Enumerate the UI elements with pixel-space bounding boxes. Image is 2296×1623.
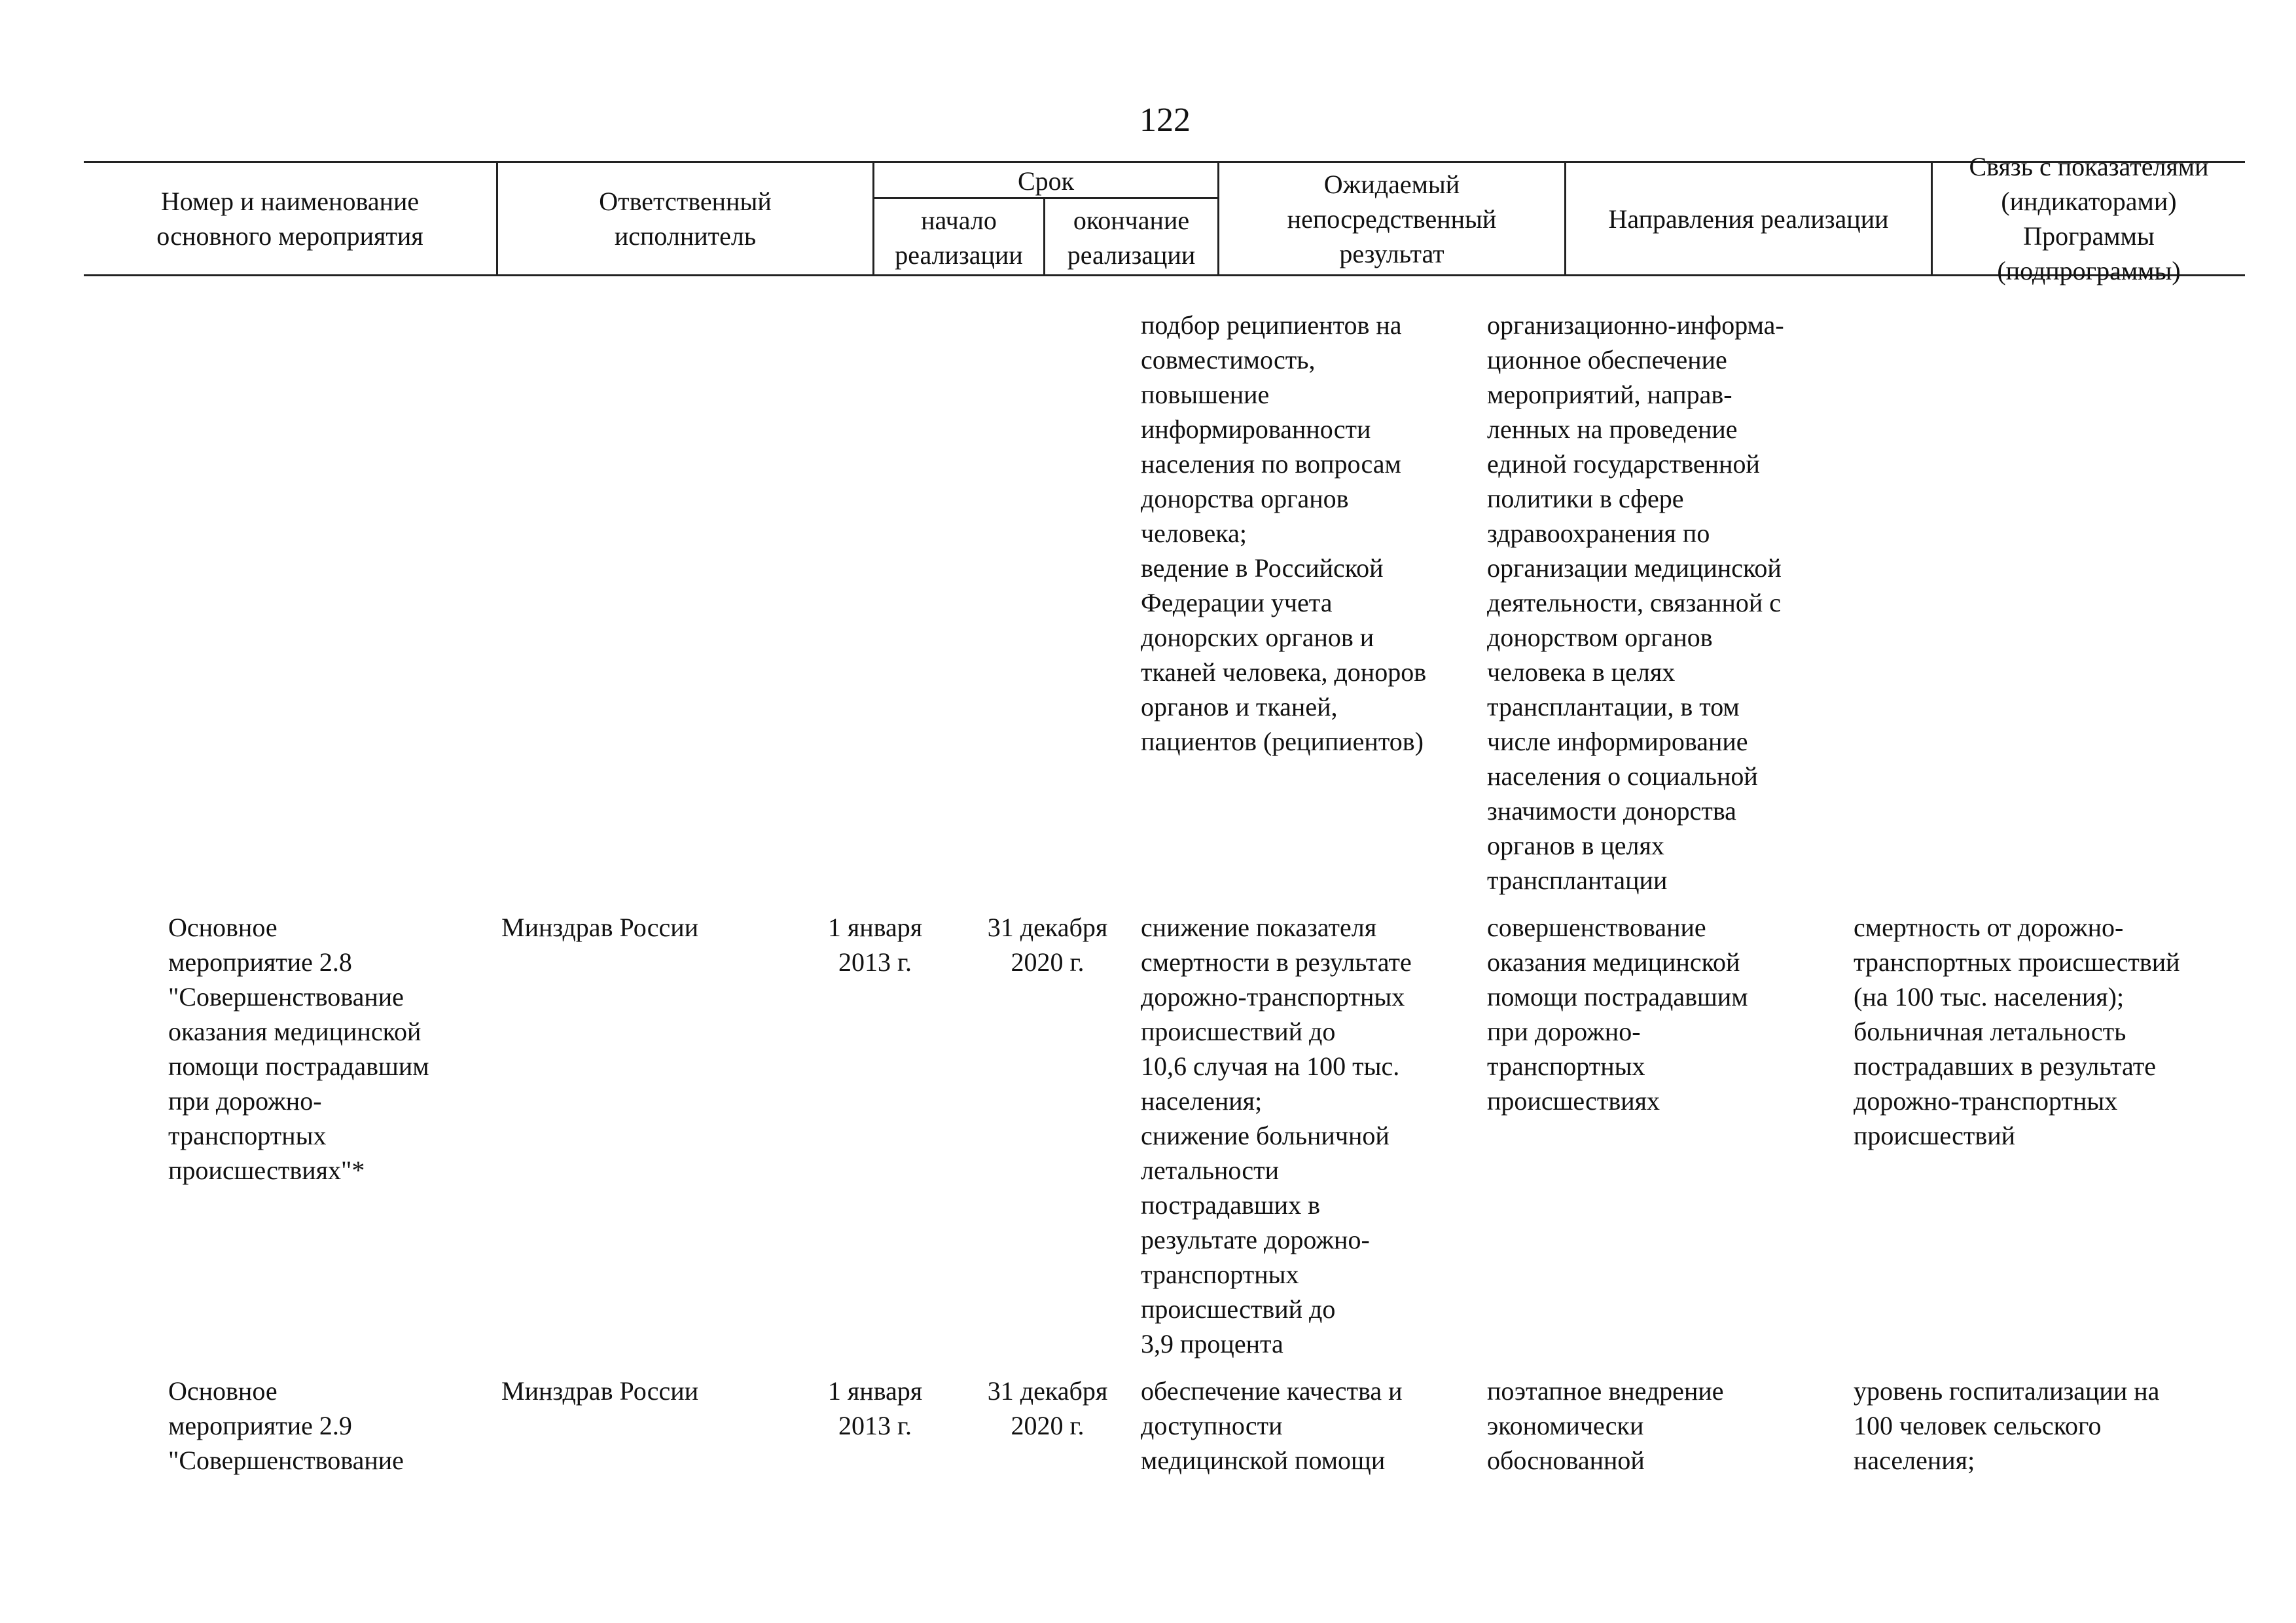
row-start-date: 1 января 2013 г. [827,913,923,977]
row-result: обеспечение качества и доступности медицинской помощи [1141,1376,1403,1475]
table-header [84,152,2245,285]
row-event-name: Основное мероприятие 2.9 "Совершенствование [168,1376,404,1475]
row-result: подбор реципиентов на совместимость, повышение информированности населения по вопросам донорства органов человека; ведение в Российской Федерации учета донорских органов и тканей человека, доноров органов и тканей, пациентов (реципиентов) [1141,310,1427,756]
row-indicators: уровень госпитализации на 100 человек сельского населения; [1854,1376,2160,1475]
row-directions: поэтапное внедрение экономически обоснованной [1487,1376,1724,1475]
row-directions: организационно-информа- ционное обеспечение мероприятий, направ- ленных на проведение единой государственной политики в сфере здравоохранения по организации медицинской деятельности, связанной с донорством органов человека в целях трансплантации, в том числе информирование населения о социальной значимости донорства органов в целях трансплантации [1487,310,1784,895]
row-indicators: смертность от дорожно- транспортных происшествий (на 100 тыс. населения); больничная летальность пострадавших в результате дорожно-транспортных происшествий [1854,913,2180,1150]
header-event-name: Номер и наименование основного мероприятия [156,187,423,251]
row-end-date: 31 декабря 2020 г. [987,1376,1108,1440]
header-end-date: окончание реализации [1067,206,1196,270]
header-responsible-executor: Ответственный исполнитель [599,187,772,251]
row-executor: Минздрав России [501,913,699,942]
row-executor: Минздрав России [501,1376,699,1406]
row-directions: совершенствование оказания медицинской помощи пострадавшим при дорожно- транспортных происшествиях [1487,913,1748,1116]
header-expected-result: Ожидаемый непосредственный результат [1287,169,1497,268]
header-start-date: начало реализации [895,206,1023,270]
header-indicators: Связь с показателями (индикаторами) Программы (подпрограммы) [1969,152,2209,285]
header-directions: Направления реализации [1608,204,1889,234]
row-end-date: 31 декабря 2020 г. [987,913,1108,977]
header-term-divider [874,197,1217,199]
row-result: снижение показателя смертности в результате дорожно-транспортных происшествий до 10,6 случая на 100 тыс. населения; снижение больничной летальности пострадавших в результате дорожно- транспортных происшествий до 3,9 процента [1141,913,1412,1359]
page-number: 122 [1139,101,1191,139]
row-start-date: 1 января 2013 г. [827,1376,923,1440]
row-event-name: Основное мероприятие 2.8 "Совершенствование оказания медицинской помощи пострадавшим при дорожно- транспортных происшествиях"* [168,913,429,1185]
header-term: Срок [1017,166,1075,196]
